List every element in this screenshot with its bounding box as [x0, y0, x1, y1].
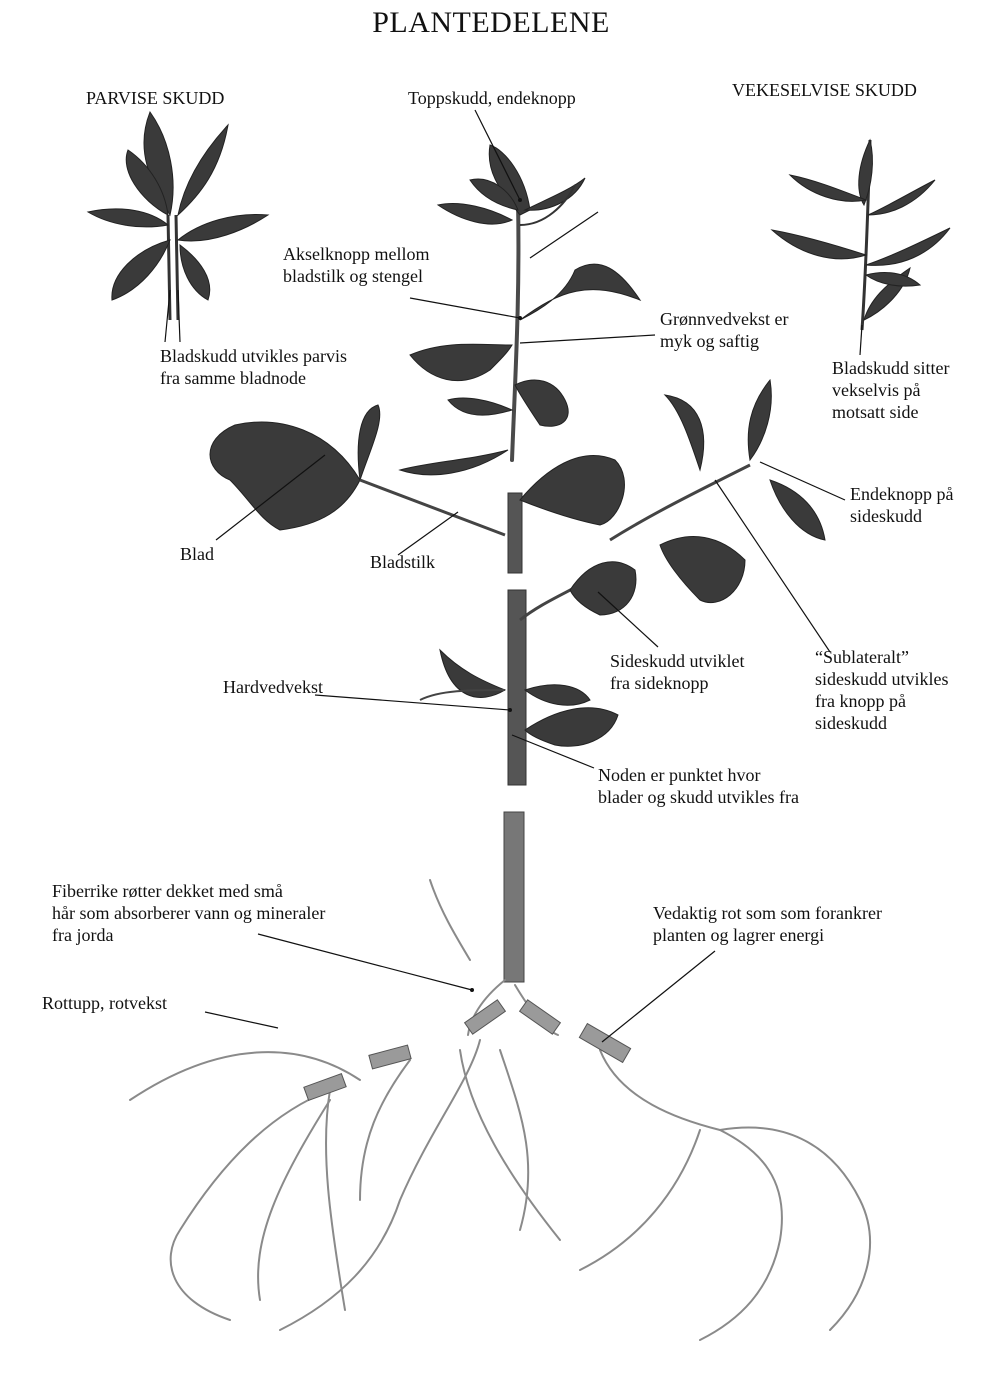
label-hardwood: Hardvedvekst — [223, 677, 323, 697]
label-line: sideskudd utvikles — [815, 669, 949, 689]
terminal-shoot — [438, 145, 585, 225]
label-green-growth — [660, 308, 788, 352]
label-node — [598, 764, 799, 808]
paired-shoot-illustration — [88, 112, 268, 320]
label-line: sideskudd — [850, 506, 922, 526]
label-line: “Sublateralt” — [815, 647, 909, 667]
label-paired-shoots — [160, 345, 347, 389]
label-line: Sideskudd utviklet — [610, 651, 745, 671]
label-line: Grønnvedvekst er — [660, 309, 789, 329]
label-line: Bladskudd sitter — [832, 358, 950, 378]
alternate-shoot-illustration — [772, 140, 950, 330]
label-terminal-bud: Toppskudd, endeknopp — [408, 88, 576, 108]
label-side-terminal-bud — [850, 483, 953, 527]
label-line: Fiberrike røtter dekket med små — [52, 881, 283, 901]
label-line: Endeknopp på — [850, 484, 954, 504]
label-line: myk og saftig — [660, 331, 759, 351]
label-woody-root — [653, 902, 882, 946]
label-leaf: Blad — [180, 544, 214, 564]
label-line: Bladskudd utvikles parvis — [160, 346, 347, 366]
label-line: fra jorda — [52, 925, 114, 945]
label-alternate-shoots — [832, 357, 950, 423]
label-line: bladstilk og stengel — [283, 266, 423, 286]
heading-alternate-shoots: VEKESELVISE SKUDD — [732, 80, 917, 100]
heading-paired-shoots: PARVISE SKUDD — [86, 88, 225, 108]
label-line: Noden er punktet hvor — [598, 765, 761, 785]
page-title: PLANTEDELENE — [372, 6, 610, 39]
label-petiole: Bladstilk — [370, 552, 436, 572]
label-line: fra samme bladnode — [160, 368, 306, 388]
label-side-shoot — [610, 650, 745, 694]
label-axillary-bud — [283, 243, 430, 287]
lower-side-shoots — [420, 562, 636, 746]
label-line: fra knopp på — [815, 691, 906, 711]
root-system — [130, 880, 870, 1340]
label-line: hår som absorberer vann og mineraler — [52, 903, 326, 923]
label-line: Vedaktig rot som som forankrer — [653, 903, 882, 923]
label-line: Akselknopp mellom — [283, 244, 430, 264]
label-root-tip: Rottupp, rotvekst — [42, 993, 167, 1013]
label-line: motsatt side — [832, 402, 919, 422]
label-line: planten og lagrer energi — [653, 925, 825, 945]
label-line: fra sideknopp — [610, 673, 709, 693]
label-line: sideskudd — [815, 713, 887, 733]
label-line: vekselvis på — [832, 380, 921, 400]
label-fibrous-roots — [52, 880, 325, 946]
label-sublateral — [815, 646, 949, 734]
label-line: blader og skudd utvikles fra — [598, 787, 799, 807]
right-side-shoot — [610, 380, 825, 603]
